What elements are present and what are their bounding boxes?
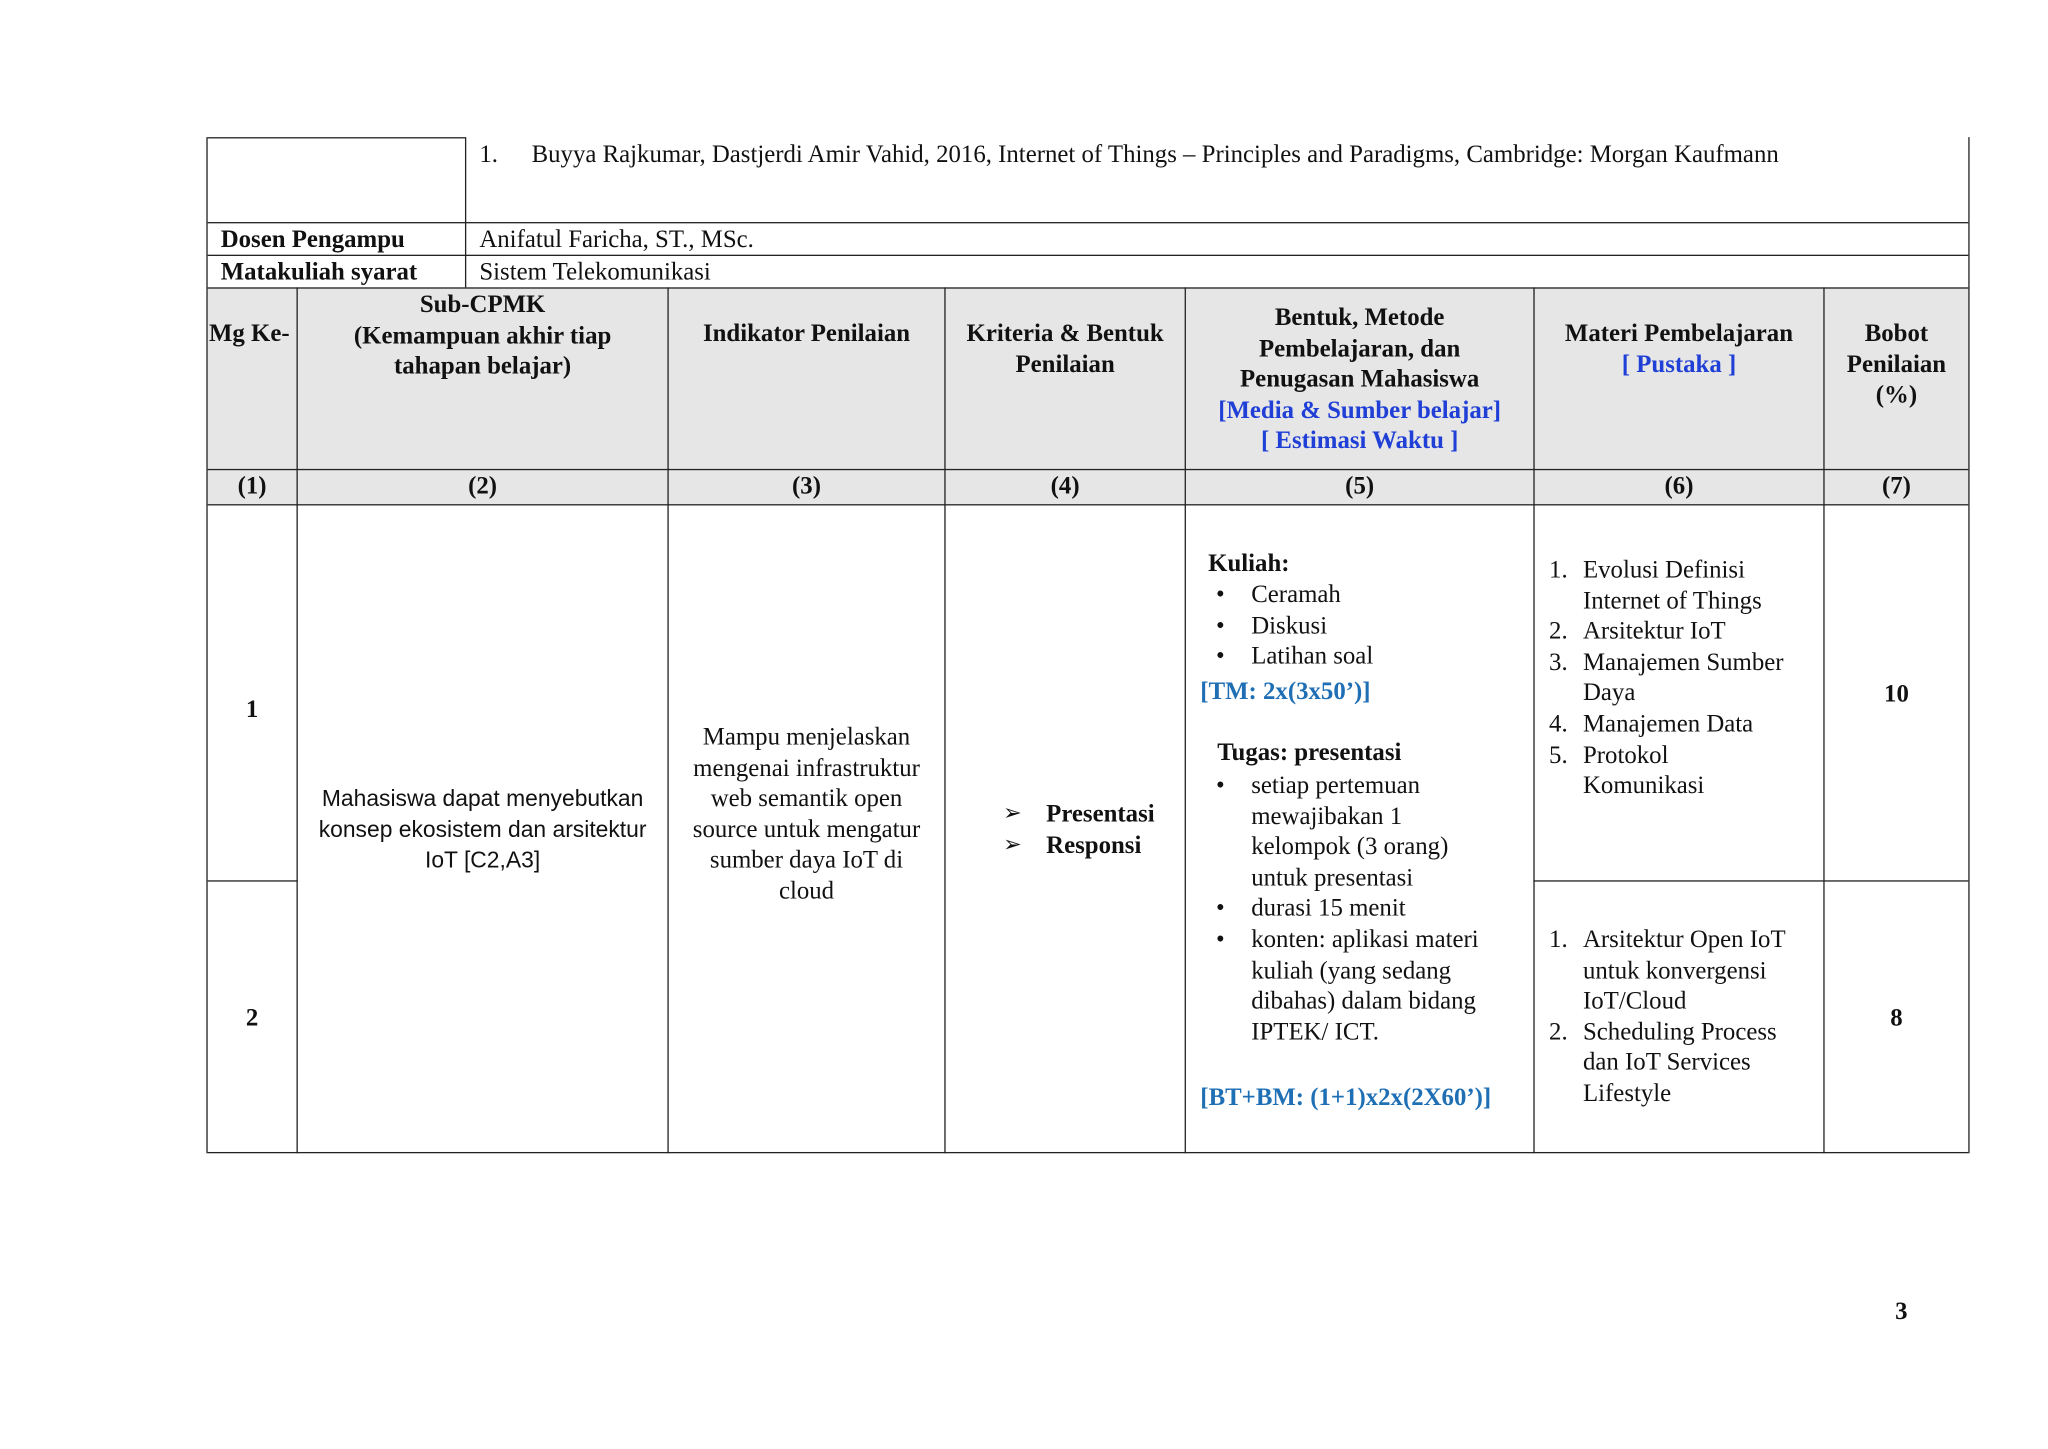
header-materi: Materi Pembelajaran [ Pustaka ] <box>1564 319 1794 379</box>
syarat-label: Matakuliah syarat <box>220 258 418 287</box>
list-item: • Ceramah <box>1251 580 1373 611</box>
list-item: 3. Manajemen Sumber Daya <box>1549 648 1784 708</box>
materi-week2-list <box>1549 925 1786 1110</box>
indikator-text: Mampu menjelaskan mengenai infrastruktur web semantik open source untuk mengatur sumber daya IoT di cloud <box>692 723 921 906</box>
column-number: (6) <box>1664 472 1694 501</box>
page-number: 3 <box>1895 1298 1908 1326</box>
column-number: (2) <box>468 472 498 501</box>
column-number: (5) <box>1345 472 1375 501</box>
week-number: 2 <box>245 1004 259 1032</box>
week-number: 1 <box>245 696 259 724</box>
list-item: • Latihan soal <box>1251 642 1373 673</box>
tugas-list <box>1215 771 1479 1048</box>
column-number: (7) <box>1881 472 1911 501</box>
tugas-label: Tugas: presentasi <box>1217 739 1402 767</box>
header-sub-cpmk: Sub-CPMK (Kemampuan akhir tiap tahapan belajar) <box>353 291 612 381</box>
arrow-bullet-icon: ➢ <box>1003 831 1022 858</box>
header-kriteria: Kriteria & Bentuk Penilaian <box>966 319 1164 379</box>
sub-cpmk-text: Mahasiswa dapat menyebutkan konsep ekosistem dan arsitektur IoT [C2,A3] <box>318 784 647 873</box>
header-indikator: Indikator Penilaian <box>702 319 911 348</box>
bullet-icon: • <box>1215 612 1225 640</box>
dosen-label: Dosen Pengampu <box>220 225 405 254</box>
reference-number: 1. <box>479 141 498 169</box>
list-item: • Diskusi <box>1251 611 1373 642</box>
kuliah-label: Kuliah: <box>1208 549 1290 578</box>
dosen-value: Anifatul Faricha, ST., MSc. <box>479 225 754 254</box>
column-number: (1) <box>237 472 267 501</box>
list-item: ➢ Responsi <box>1046 830 1154 861</box>
syarat-value: Sistem Telekomunikasi <box>479 258 711 287</box>
list-item: • setiap pertemuan mewajibakan 1 kelompok (3 orang) untuk presentasi <box>1215 771 1449 892</box>
list-item: • konten: aplikasi materi kuliah (yang sedang dibahas) dalam bidang IPTEK/ ICT. <box>1215 925 1479 1046</box>
header-week: Mg Ke- <box>208 319 290 348</box>
header-bobot: Bobot Penilaian (%) <box>1846 319 1947 410</box>
bullet-icon: • <box>1215 771 1225 800</box>
list-item: 4. Manajemen Data <box>1549 710 1754 738</box>
tm-estimate: [TM: 2x(3x50’)] <box>1200 677 1371 706</box>
header-metode: Bentuk, Metode Pembelajaran, dan Penugasan Mahasiswa [Media & Sumber belajar] [ Estimasi Waktu ] <box>1218 304 1502 456</box>
kriteria-list <box>1003 799 1155 861</box>
list-item: 1. Evolusi Definisi Internet of Things <box>1549 556 1762 615</box>
bullet-icon: • <box>1215 925 1225 954</box>
bullet-icon: • <box>1215 642 1225 671</box>
bt-estimate: [BT+BM: (1+1)x2x(2X60’)] <box>1200 1084 1492 1112</box>
weight-value: 8 <box>1890 1004 1903 1032</box>
column-number: (3) <box>792 472 821 501</box>
list-item: ➢ Presentasi <box>1046 799 1154 830</box>
column-number: (4) <box>1050 472 1080 501</box>
list-item: 2. Scheduling Process dan IoT Services Lifestyle <box>1549 1018 1777 1108</box>
list-item: 5. Protokol Komunikasi <box>1549 741 1705 800</box>
list-item: • durasi 15 menit <box>1251 894 1478 925</box>
weight-value: 10 <box>1884 680 1909 708</box>
list-item: 2. Arsitektur IoT <box>1549 618 1726 646</box>
arrow-bullet-icon: ➢ <box>1003 800 1022 827</box>
reference-text: Buyya Rajkumar, Dastjerdi Amir Vahid, 2016, Internet of Things – Principles and Paradigms, Cambridge: Morgan Kaufmann <box>531 141 1779 169</box>
bullet-icon: • <box>1215 895 1225 923</box>
materi-week1-list <box>1549 555 1784 802</box>
list-item: 1. Arsitektur Open IoT untuk konvergensi IoT/Cloud <box>1549 926 1786 1016</box>
kuliah-list <box>1215 580 1374 672</box>
bullet-icon: • <box>1215 581 1225 609</box>
